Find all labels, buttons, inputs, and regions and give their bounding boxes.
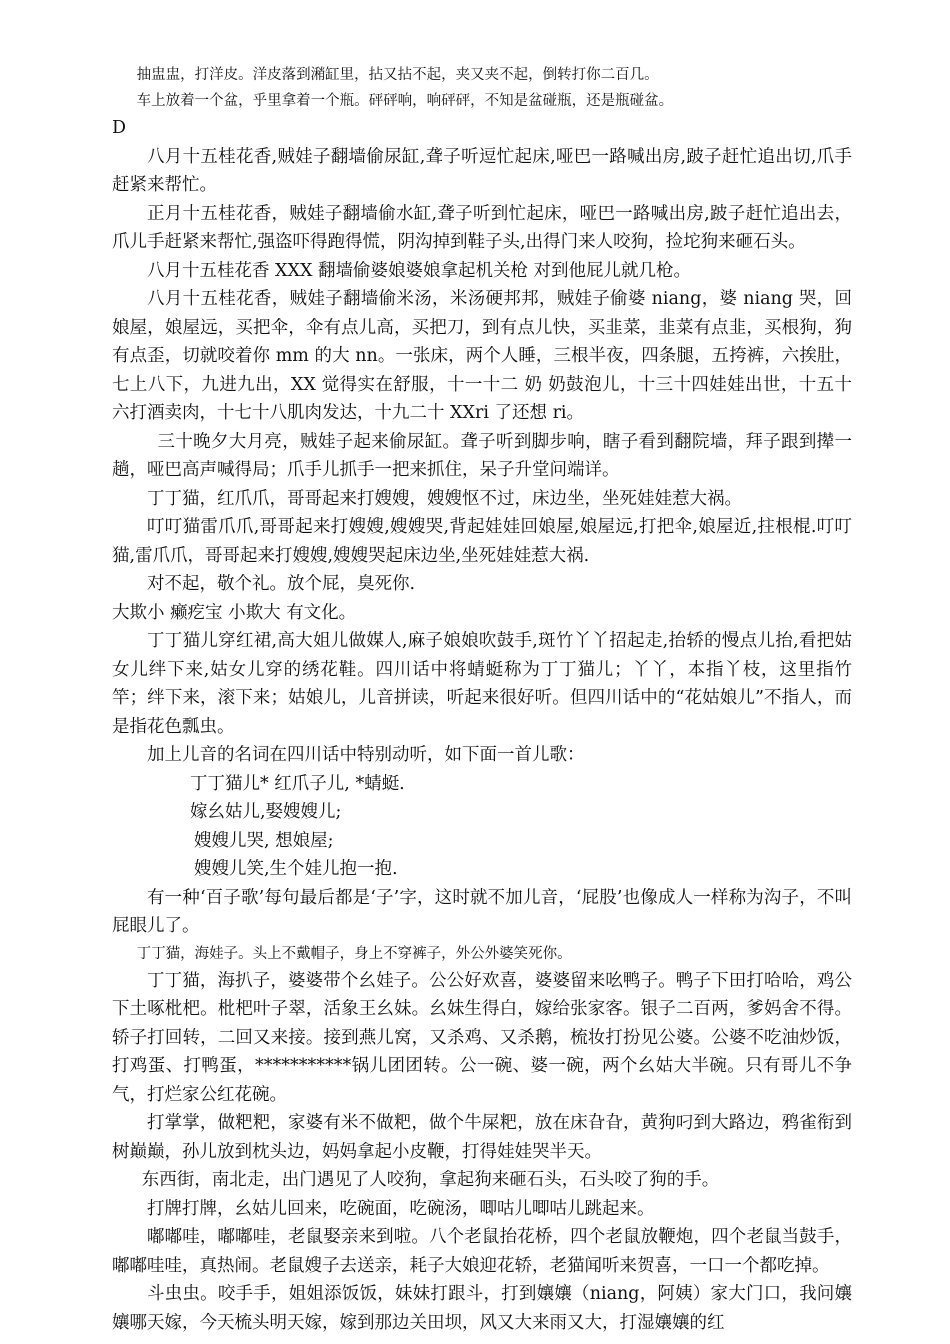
paragraph: 八月十五桂花香,贼娃子翻墙偷尿缸,聋子听逗忙起床,哑巴一路喊出房,跛子赶忙追出切,爪手赶紧来帮忙。 <box>112 146 852 195</box>
document-body <box>112 62 852 1337</box>
paragraph: 加上儿音的名词在四川话中特别动听，如下面一首儿歌： <box>147 745 585 765</box>
paragraph: 八月十五桂花香，贼娃子翻墙偷米汤，米汤硬邦邦，贼娃子偷婆 niang，婆 niang 哭，回娘屋，娘屋远，买把伞，伞有点儿高，买把刀，到有点儿快，买韭菜，韭菜有点韭，买根狗，狗有点歪，切就咬着你 mm 的大 nn。一张床，两个人睡，三根半夜，四条腿，五挎裤，六挨肚，七上八下，九进九出，XX 觉得实在舒服，十一十二 奶 奶鼓泡儿，十三十四娃娃出世，十五十六打酒卖肉，十七十八肌肉发达，十九二十 XXri 了还想 ri。 <box>112 289 852 423</box>
paragraph: 八月十五桂花香 XXX 翻墙偷婆娘婆娘拿起机关枪 对到他屁儿就几枪。 <box>147 260 692 281</box>
poem-line: 嫂嫂儿笑,生个娃儿抱一抱. <box>194 859 398 879</box>
paragraph: 抽盅盅，打洋皮。洋皮落到潲缸里，拈又拈不起，夹又夹不起，倒转打你二百几。 <box>136 67 659 83</box>
paragraph: 斗虫虫。咬手手，姐姐添饭饭，妹妹打跟斗，打到孃孃（niang，阿姨）家大门口，我问孃孃哪天嫁，今天梳头明天嫁，嫁到那边关田坝，风又大来雨又大，打湿孃孃的红 <box>112 1284 852 1333</box>
paragraph: 丁丁猫，海娃子。头上不戴帽子，身上不穿裤子，外公外婆笑死你。 <box>136 945 572 962</box>
paragraph: 大欺小 癞疙宝 小欺大 有文化。 <box>112 602 357 623</box>
paragraph: 东西街，南北走，出门遇见了人咬狗，拿起狗来砸石头，石头咬了狗的手。 <box>141 1170 720 1190</box>
poem-line: 嫁幺姑儿,娶嫂嫂儿; <box>190 802 342 822</box>
paragraph: 叮叮猫雷爪爪,哥哥起来打嫂嫂,嫂嫂哭,背起娃娃回娘屋,娘屋远,打把伞,娘屋近,拄根棍.叮叮猫,雷爪爪，哥哥起来打嫂嫂,嫂嫂哭起床边坐,坐死娃娃惹大祸. <box>112 517 852 566</box>
paragraph: 打掌掌，做粑粑，家婆有米不做粑，做个牛屎粑，放在床旮旮，黄狗叼到大路边，鸦雀衔到树巅巅，孙儿放到枕头边，妈妈拿起小皮鞭，打得娃娃哭半天。 <box>112 1113 852 1162</box>
section-letter-heading: D <box>112 118 127 138</box>
paragraph: 丁丁猫，海扒子，婆婆带个幺娃子。公公好欢喜，婆婆留来吆鸭子。鸭子下田打哈哈，鸡公下土啄枇杷。枇杷叶子翠，活象王幺妹。幺妹生得白，嫁给张家客。银子二百两，爹妈舍不得。轿子打回转，二回又来接。接到燕儿窝，又杀鸡、又杀鹅，梳妆打扮见公婆。公婆不吃油炒饭，打鸡蛋、打鸭蛋，***********锅儿团团转。公一碗、婆一碗，两个幺姑大半碗。只有哥儿不争气，打烂家公红花碗。 <box>112 970 852 1105</box>
paragraph: 打牌打牌，幺姑儿回来，吃碗面，吃碗汤，唧咕儿唧咕儿跳起来。 <box>147 1198 655 1219</box>
poem-line: 嫂嫂儿哭, 想娘屋; <box>194 830 334 851</box>
paragraph: 丁丁猫儿穿红裙,高大姐儿做媒人,麻子娘娘吹鼓手,斑竹丫丫招起走,抬轿的慢点儿抬,看把姑女儿绊下来,姑女儿穿的绣花鞋。四川话中将蜻蜓称为丁丁猫儿；丫丫，本指丫枝，这里指竹竿；绊下来，滚下来；姑娘儿，儿音拼读，听起来很好听。但四川话中的“花姑娘儿”不指人，而是指花色瓢虫。 <box>112 631 852 737</box>
paragraph: 对不起，敬个礼。放个屁，臭死你. <box>147 574 416 594</box>
paragraph: 正月十五桂花香，贼娃子翻墙偷水缸,聋子听到忙起床，哑巴一路喊出房,跛子赶忙追出去，爪儿手赶紧来帮忙,强盗吓得跑得慌，阴沟掉到鞋子头,出得门来人咬狗，捡坨狗来砸石头。 <box>112 203 852 252</box>
paragraph: 丁丁猫，红爪爪，哥哥起来打嫂嫂，嫂嫂怄不过，床边坐，坐死娃娃惹大祸。 <box>147 488 742 509</box>
poem-line: 丁丁猫儿* 红爪子儿, *蜻蜓. <box>190 773 405 794</box>
paragraph: 有一种‘百子歌’每句最后都是‘子’字，这时就不加儿音，‘屁股’也像成人一样称为沟子，不叫屁眼儿了。 <box>112 887 852 936</box>
paragraph: 三十晚夕大月亮，贼娃子起来偷尿缸。聋子听到脚步响，瞎子看到翻院墙，拜子跟到撵一趟，哑巴高声喊得局；爪手儿抓手一把来抓住，呆子升堂问端详。 <box>112 431 852 480</box>
paragraph: 车上放着一个盆，乎里拿着一个瓶。砰砰响，响砰砰，不知是盆碰瓶，还是瓶碰盆。 <box>136 93 674 109</box>
paragraph: 嘟嘟哇，嘟嘟哇，老鼠娶亲来到啦。八个老鼠抬花桥，四个老鼠放鞭炮，四个老鼠当鼓手，嘟嘟哇哇，真热闹。老鼠嫂子去送亲，耗子大娘迎花轿，老猫闻听来贺喜，一口一个都吃掉。 <box>112 1227 852 1276</box>
